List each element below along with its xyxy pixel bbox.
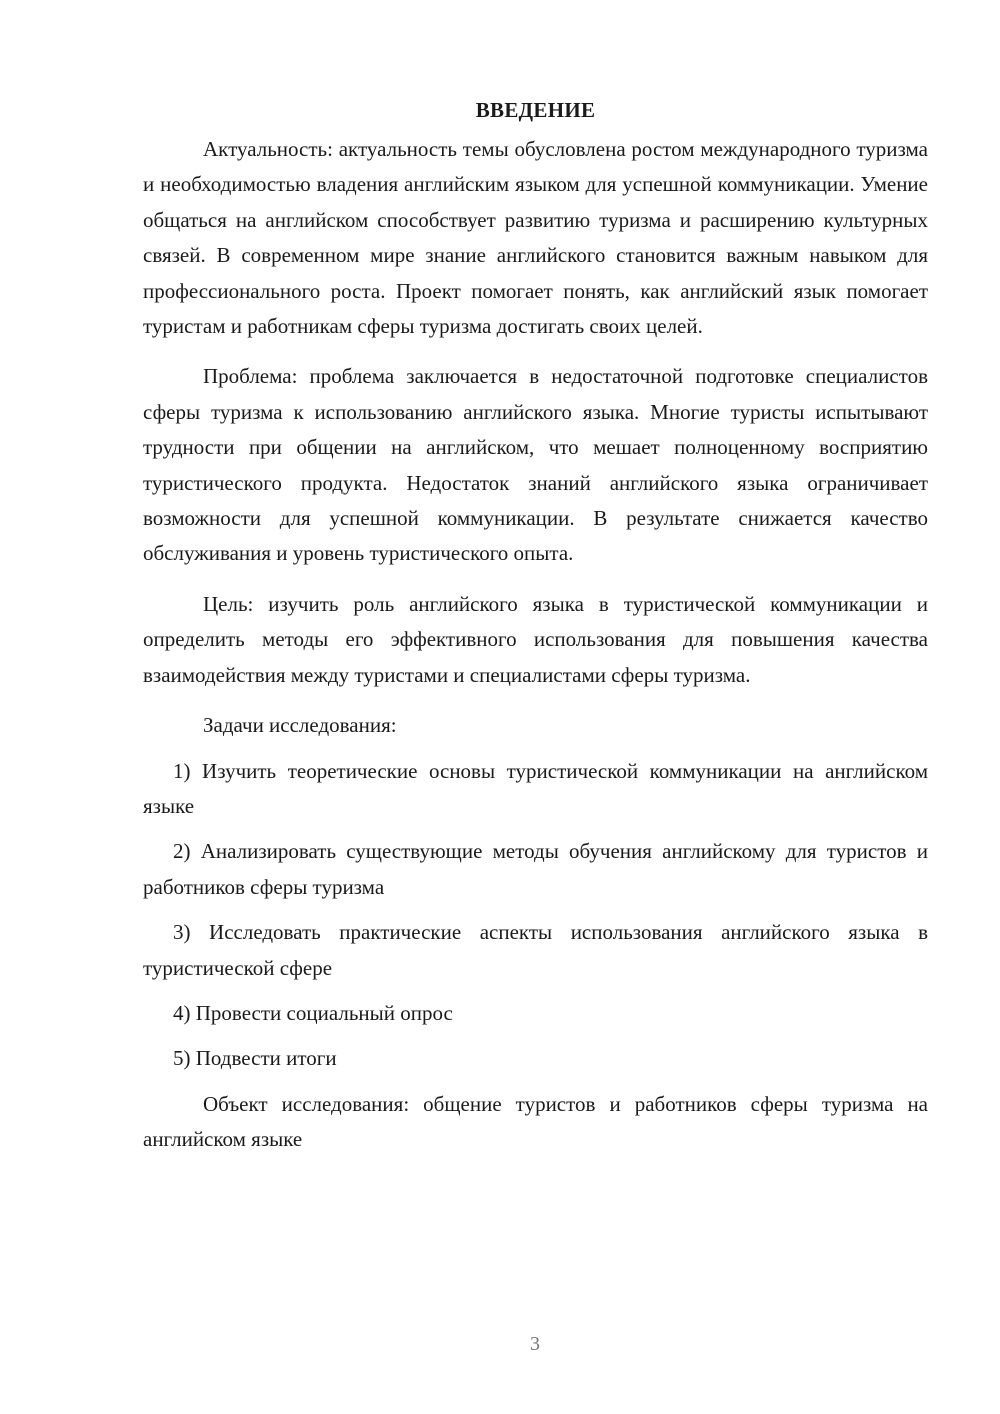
- page-number: 3: [530, 1333, 540, 1355]
- list-item: 5) Подвести итоги: [173, 1046, 337, 1071]
- list-item: 4) Провести социальный опрос: [173, 1000, 453, 1025]
- paragraph-object: Объект исследования: общение туристов и работников сферы туризма на английском языке: [143, 1091, 928, 1152]
- list-item: 3) Исследовать практические аспекты использования английского языка в туристической сфере: [143, 920, 928, 980]
- document-page: [143, 92, 928, 1158]
- paragraph-problem: Проблема: проблема заключается в недостаточной подготовке специалистов сферы туризма к использованию английского языка. Многие туристы испытывают трудности при общении на английском, что мешает полноценному восприятию туристического продукта. Недостаток знаний английского языка ограничивает возможности для успешной коммуникации. В результате снижается качество обслуживания и уровень туристического опыта.: [143, 364, 928, 566]
- list-item: 2) Анализировать существующие методы обучения английскому для туристов и работников сферы туризма: [143, 839, 928, 899]
- list-item: 1) Изучить теоретические основы туристической коммуникации на английском языке: [143, 758, 928, 818]
- tasks-list: [143, 754, 928, 1077]
- paragraph-relevance: Актуальность: актуальность темы обусловлена ростом международного туризма и необходимостью владения английским языком для успешной коммуникации. Умение общаться на английском способствует развитию туризма и расширению культурных связей. В современном мире знание английского становится важным навыком для профессионального роста. Проект помогает понять, как английский язык помогает туристам и работникам сферы туризма достигать своих целей.: [143, 137, 928, 339]
- paragraph-goal: Цель: изучить роль английского языка в туристической коммуникации и определить методы его эффективного использования для повышения качества взаимодействия между туристами и специалистами сферы туризма.: [143, 591, 928, 687]
- tasks-heading: Задачи исследования:: [203, 713, 397, 738]
- page-title: ВВЕДЕНИЕ: [475, 98, 596, 122]
